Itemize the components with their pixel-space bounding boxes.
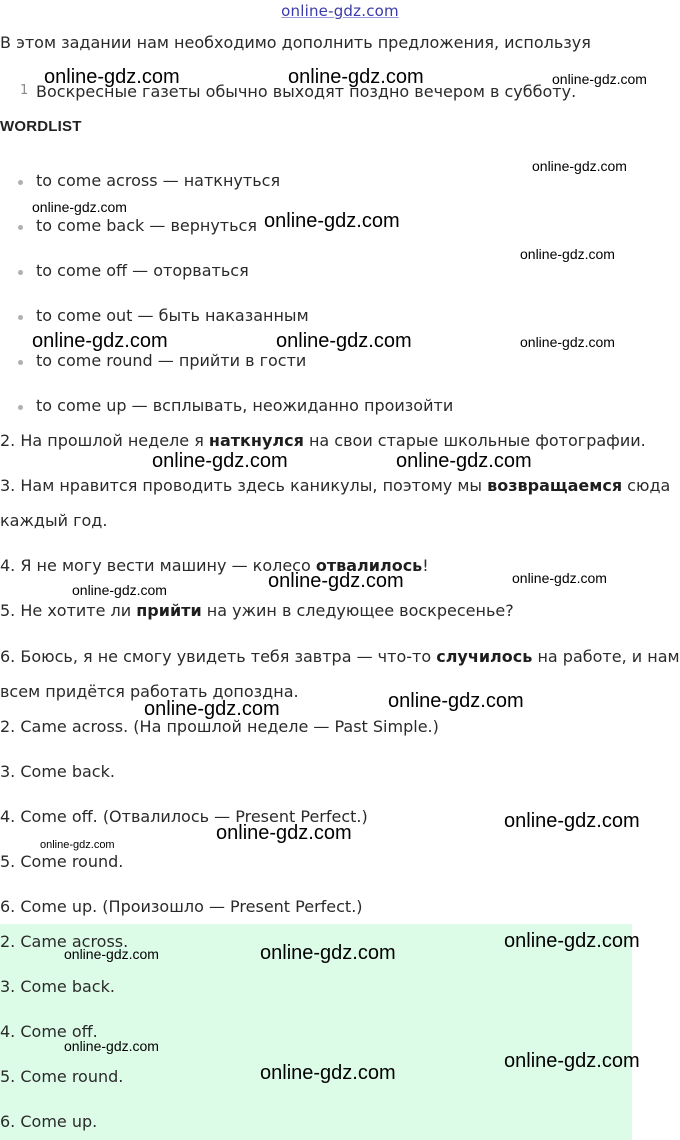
bold-verb: прийти: [136, 601, 202, 620]
bullet-icon: [18, 405, 23, 410]
bold-verb: возвращаемся: [487, 476, 623, 495]
example-sentence: Воскресные газеты обычно выходят поздно вечером в субботу.: [36, 82, 577, 101]
watermark: online-gdz.com: [72, 582, 167, 598]
wordlist-item: to come up — всплывать, неожиданно произойти: [36, 396, 454, 415]
bold-verb: случилось: [436, 647, 533, 666]
watermark: online-gdz.com: [44, 66, 180, 88]
watermark: online-gdz.com: [216, 822, 352, 844]
bullet-icon: [18, 360, 23, 365]
watermark: online-gdz.com: [396, 450, 532, 472]
translation-3: 3. Нам нравится проводить здесь каникулы, поэтому мы возвращаемся сюда: [0, 476, 671, 495]
explanation-item: 3. Come back.: [0, 762, 115, 781]
translation-2: 2. На прошлой неделе я наткнулся на свои старые школьные фотографии.: [0, 431, 646, 450]
bold-verb: отвалилось: [315, 556, 423, 575]
watermark: online-gdz.com: [288, 66, 424, 88]
explanation-item: 4. Come off. (Отвалилось — Present Perfect.): [0, 807, 368, 826]
bullet-icon: [18, 225, 23, 230]
translation-6-line2: всем придётся работать допоздна.: [0, 682, 299, 701]
watermark: online-gdz.com: [64, 946, 159, 962]
watermark: online-gdz.com: [152, 450, 288, 472]
wordlist-item: to come off — оторваться: [36, 261, 249, 280]
bold-verb: наткнулся: [208, 431, 304, 450]
site-title[interactable]: online-gdz.com: [281, 2, 399, 20]
watermark: online-gdz.com: [260, 1062, 396, 1084]
watermark: online-gdz.com: [520, 246, 615, 262]
watermark: online-gdz.com: [260, 942, 396, 964]
bullet-icon: [18, 180, 23, 185]
answer-item: 3. Come back.: [0, 977, 115, 996]
wordlist-item: to come back — вернуться: [36, 216, 257, 235]
translation-4: 4. Я не могу вести машину — колесо отвалилось!: [0, 556, 429, 575]
watermark: online-gdz.com: [504, 810, 640, 832]
wordlist-heading: WORDLIST: [0, 118, 82, 135]
explanation-item: 6. Come up. (Произошло — Present Perfect.): [0, 897, 363, 916]
watermark: online-gdz.com: [512, 570, 607, 586]
watermark: online-gdz.com: [32, 330, 168, 352]
answer-item: 5. Come round.: [0, 1067, 124, 1086]
bullet-icon: [18, 270, 23, 275]
translation-3-line2: каждый год.: [0, 511, 108, 530]
example-number: 1: [20, 83, 29, 98]
wordlist-item: to come out — быть наказанным: [36, 306, 309, 325]
translation-5: 5. Не хотите ли прийти на ужин в следующее воскресенье?: [0, 601, 514, 620]
bullet-icon: [18, 315, 23, 320]
watermark: online-gdz.com: [532, 158, 627, 174]
watermark: online-gdz.com: [144, 698, 280, 720]
wordlist-item: to come round — прийти в гости: [36, 351, 307, 370]
answer-item: 2. Came across.: [0, 932, 129, 951]
watermark: online-gdz.com: [268, 570, 404, 592]
watermark: online-gdz.com: [276, 330, 412, 352]
intro-text: В этом задании нам необходимо дополнить предложения, используя: [0, 33, 591, 52]
explanation-item: 5. Come round.: [0, 852, 124, 871]
watermark: online-gdz.com: [64, 1038, 159, 1054]
watermark: online-gdz.com: [40, 839, 115, 851]
translation-6: 6. Боюсь, я не смогу увидеть тебя завтра — что-то случилось на работе, и нам: [0, 647, 680, 666]
answer-item: 4. Come off.: [0, 1022, 98, 1041]
watermark: online-gdz.com: [388, 690, 524, 712]
watermark: online-gdz.com: [552, 71, 647, 87]
watermark: online-gdz.com: [264, 210, 400, 232]
watermark: online-gdz.com: [504, 930, 640, 952]
explanation-item: 2. Came across. (На прошлой неделе — Past Simple.): [0, 717, 439, 736]
answer-item: 6. Come up.: [0, 1112, 98, 1131]
watermark: online-gdz.com: [504, 1050, 640, 1072]
watermark: online-gdz.com: [520, 334, 615, 350]
wordlist-item: to come across — наткнуться: [36, 171, 281, 190]
watermark: online-gdz.com: [32, 199, 127, 215]
